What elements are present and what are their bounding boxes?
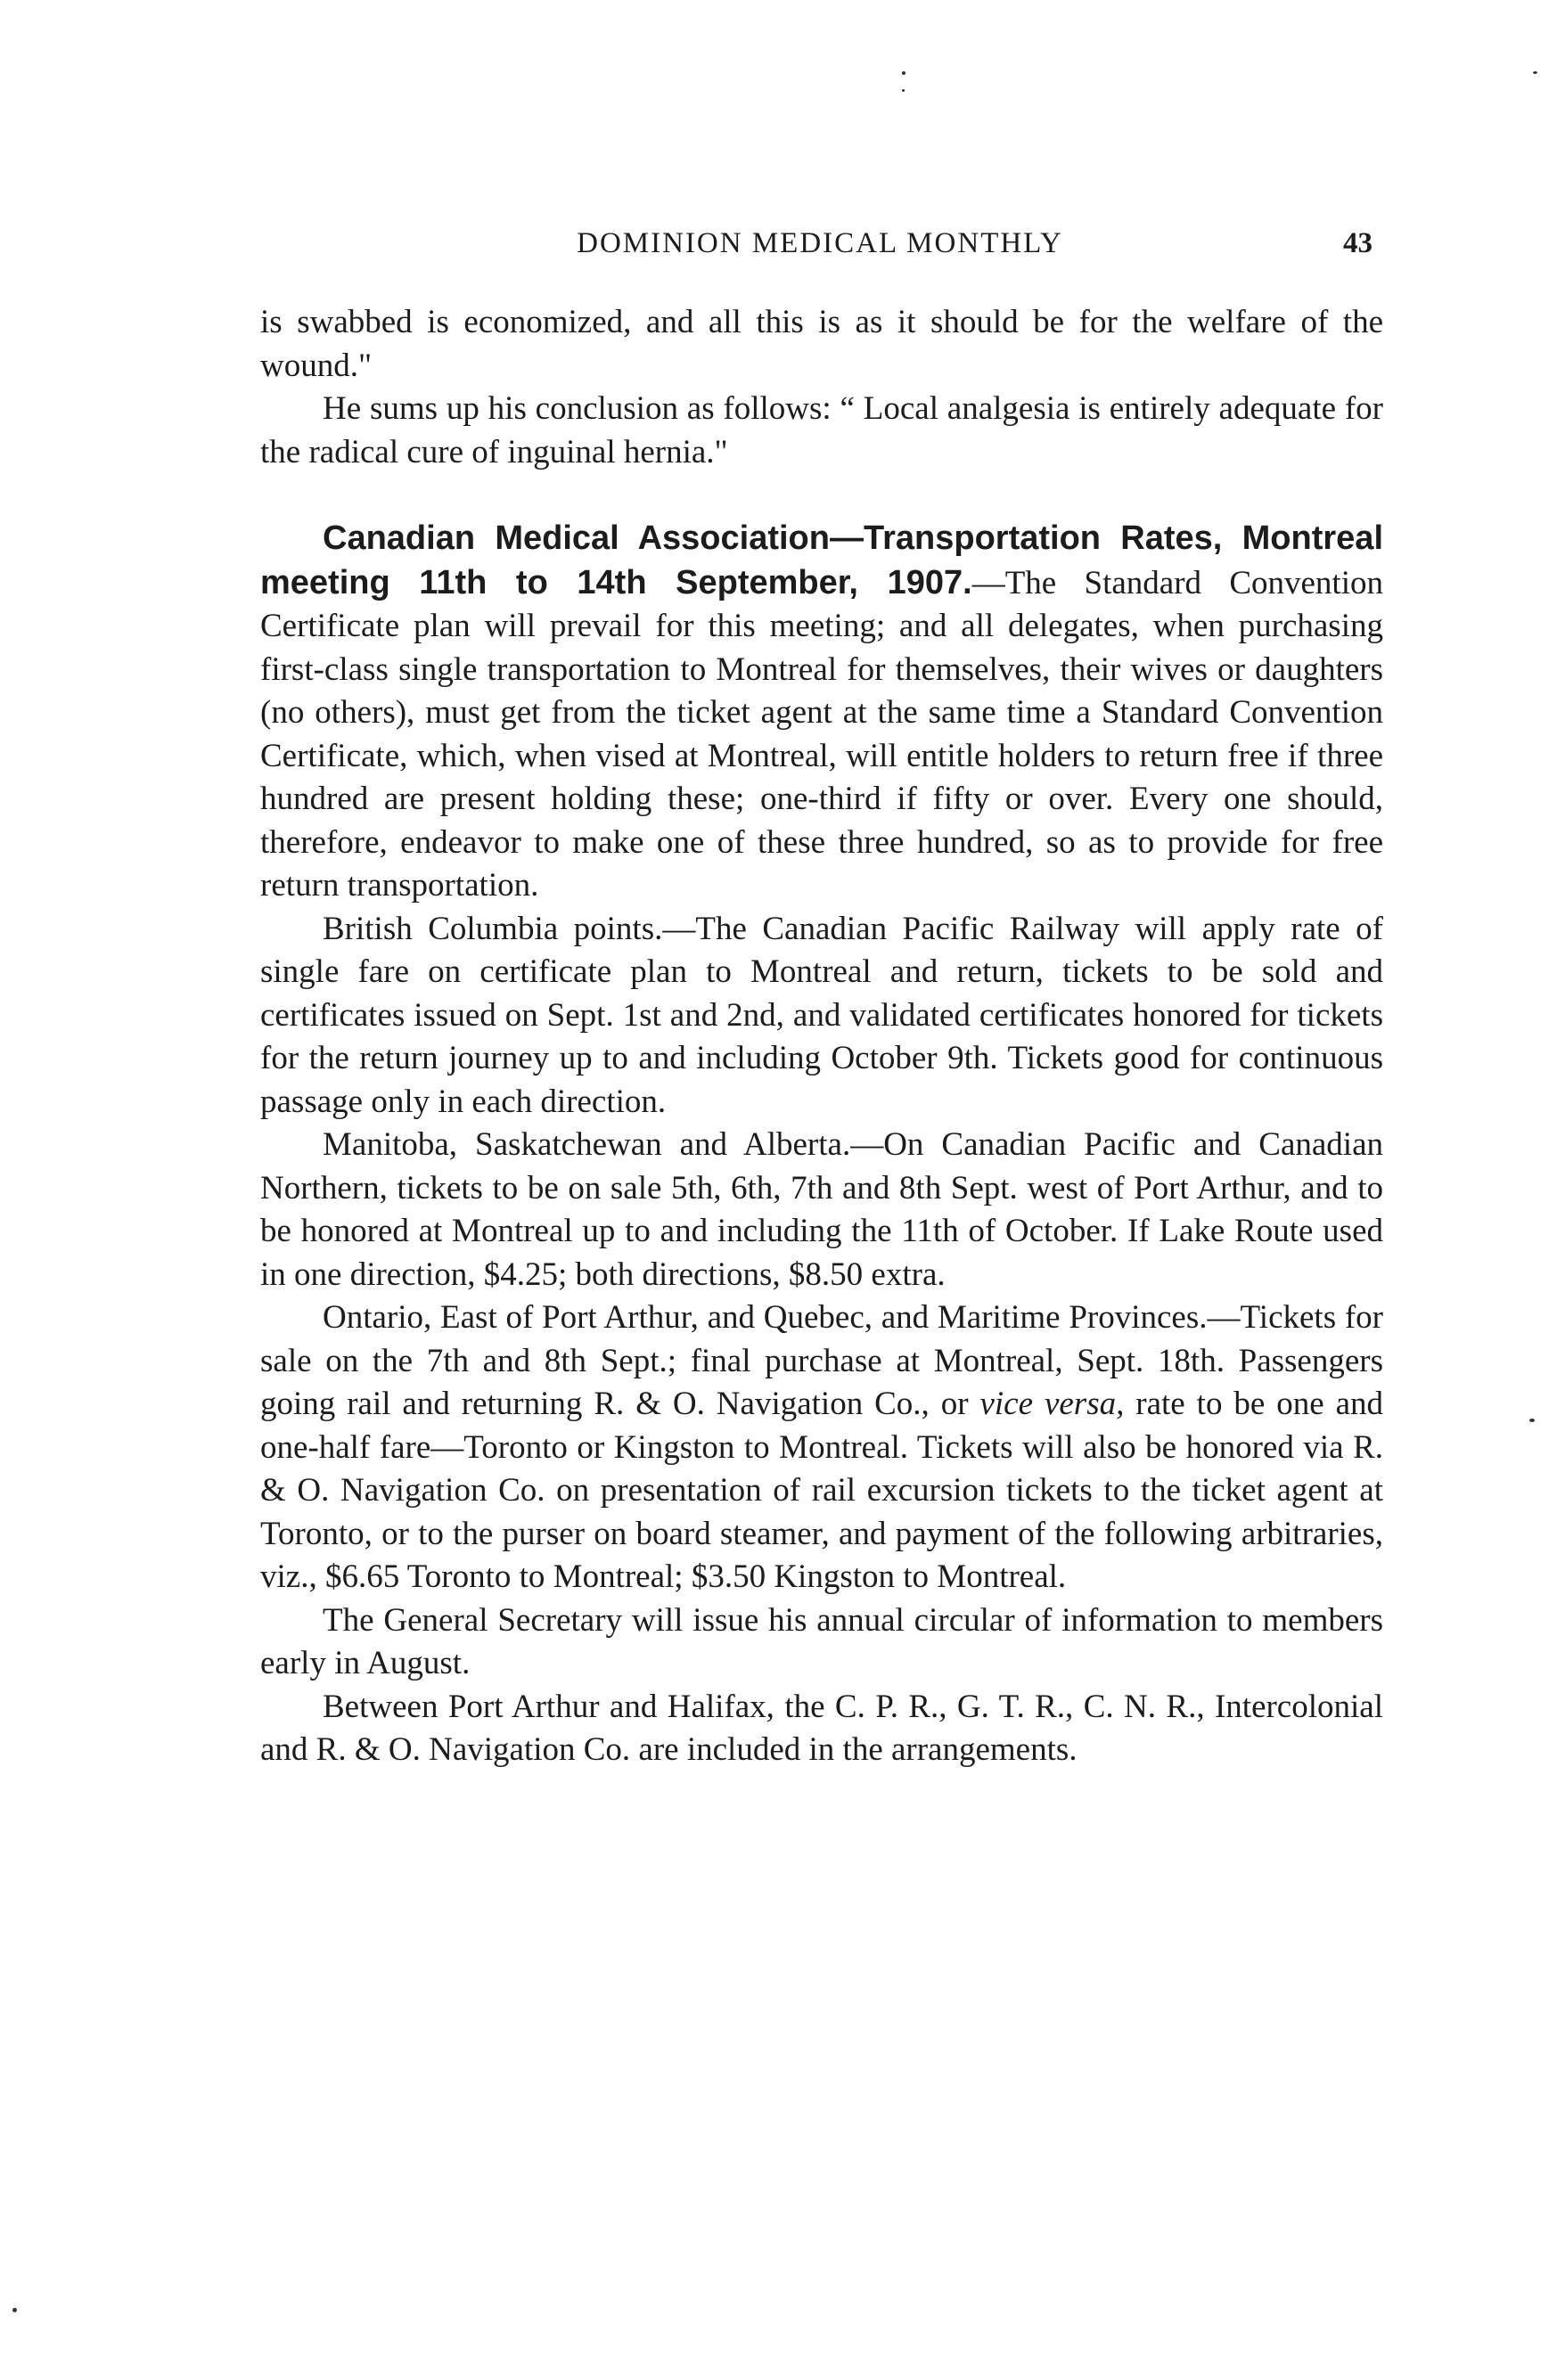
- section-paragraph: [260, 517, 1383, 908]
- paragraph: The General Secretary will issue his annual circular of information to members early in August.: [260, 1601, 1383, 1681]
- paragraph: Between Port Arthur and Halifax, the C. P. R., G. T. R., C. N. R., Intercolonial and R. & O. Navigation Co. are included in the arrangements.: [260, 1688, 1383, 1768]
- journal-title: DOMINION MEDICAL MONTHLY: [577, 227, 1063, 259]
- scan-speck: [12, 2308, 17, 2312]
- section-heading: Canadian Medical Association—Transportation Rates, Montreal meeting 11th to 14th September, 1907.: [260, 519, 1383, 601]
- article-body: [260, 301, 1383, 1772]
- paragraph: Manitoba, Saskatchewan and Alberta.—On Canadian Pacific and Canadian Northern, tickets to be on sale 5th, 6th, 7th and 8th Sept. west of Port Arthur, and to be honored at Montreal up to and including the 11th of October. If Lake Route used in one direction, $4.25; both directions, $8.50 extra.: [260, 1126, 1383, 1293]
- scan-speck: [1529, 1419, 1535, 1422]
- section-text: —The Standard Convention Certificate plan will prevail for this meeting; and all delegates, when purchasing first-class single transportation to Montreal for themselves, their wives or daughters (no others), must get from the ticket agent at the same time a Standard Convention Certificate, which, when vised at Montreal, will entitle holders to return free if three hundred are present holding these; one-third if fifty or over. Every one should, therefore, endeavor to make one of these three hundred, so as to provide for free return transportation.: [260, 564, 1383, 904]
- paragraph: British Columbia points.—The Canadian Pacific Railway will apply rate of single fare on certificate plan to Montreal and return, tickets to be sold and certificates issued on Sept. 1st and 2nd, and validated certificates honored for tickets for the return journey up to and including October 9th. Tickets good for continuous passage only in each direction.: [260, 910, 1383, 1120]
- paragraph-text: Ontario, East of Port Arthur, and Quebec, and Maritime Provinces.—Tickets for sale on the 7th and 8th Sept.; final purchase at Montreal, Sept. 18th. Passengers going rail and returning R. & O. Navigation Co., or: [260, 1299, 1383, 1422]
- paragraph: He sums up his conclusion as follows: “ Local analgesia is entirely adequate for the radical cure of inguinal hernia.": [260, 390, 1383, 470]
- paragraph-text: rate to be one and one-half fare—Toronto or Kingston to Montreal. Tickets will also be honored via R. & O. Navigation Co. on presentation of rail excursion tickets to the ticket agent at Toronto, or to the purser on board steamer, and payment of the following arbitraries, viz., $6.65 Toronto to Montreal; $3.50 Kingston to Montreal.: [260, 1386, 1383, 1595]
- paragraph: [260, 1296, 1383, 1599]
- scan-speck: [902, 89, 905, 92]
- scan-speck: [1533, 71, 1537, 74]
- scan-speck: [902, 71, 906, 75]
- italic-phrase: vice versa,: [979, 1386, 1125, 1422]
- page-number: 43: [1343, 227, 1373, 259]
- paragraph: is swabbed is economized, and all this is as it should be for the welfare of the wound.": [260, 304, 1383, 384]
- running-head: [267, 227, 1373, 272]
